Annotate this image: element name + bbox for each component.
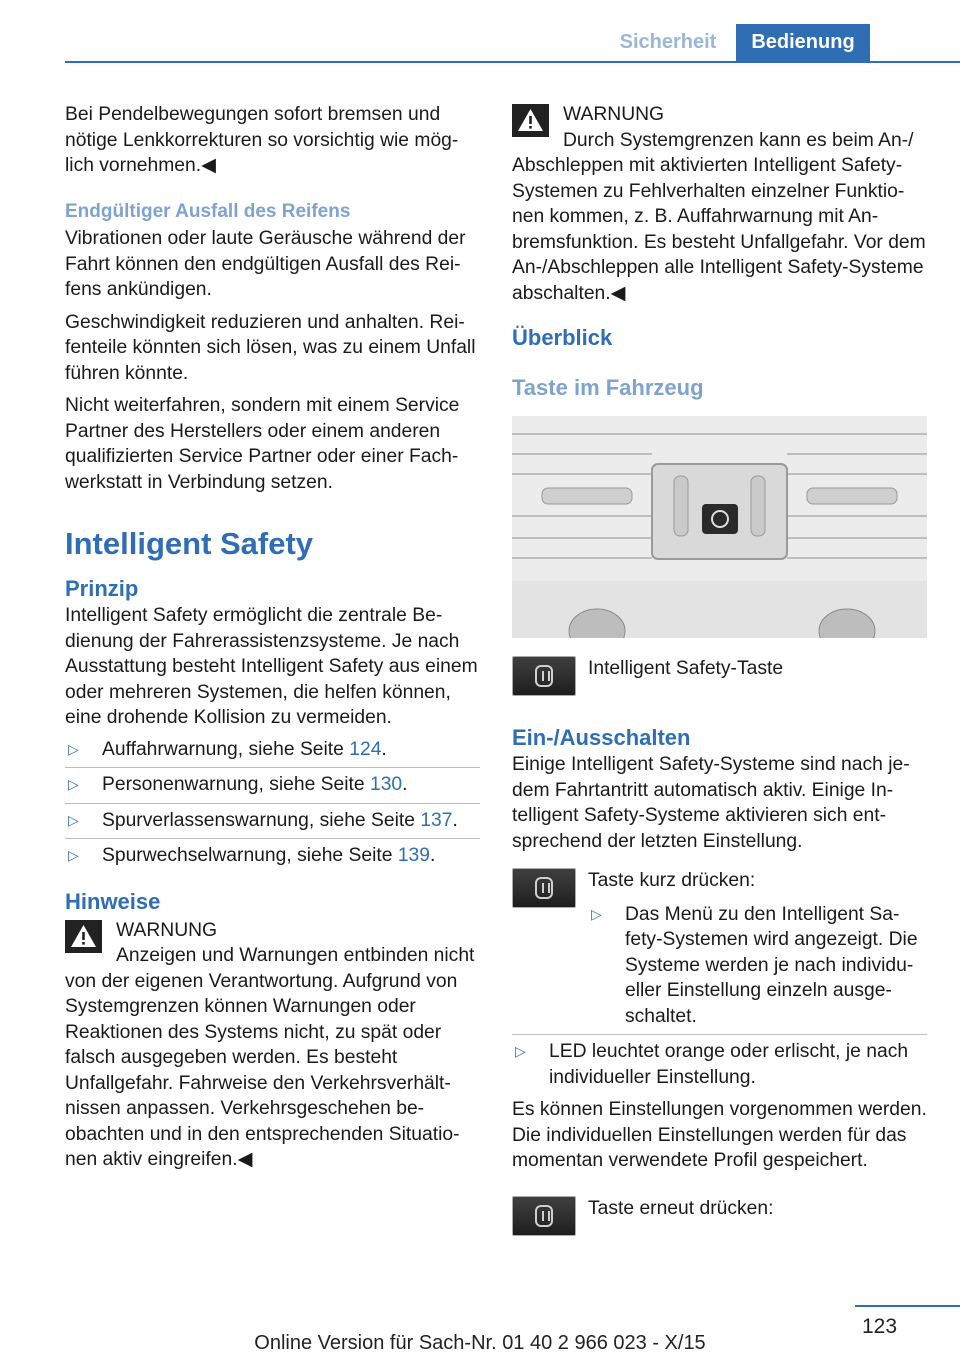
warning-text: Durch Systemgrenzen kann es beim An-/ Abschleppen mit aktivierten Intelligent Safety-Systemen zu Fehlverhalten einzelner Funktionen kommen, z. B. Auffahrwarnung mit Anbremsfunktion. Es besteht Unfallgefahr. Vor dem An-/Abschleppen alle Intelligent Safety-Systeme abschalten.◀ — [512, 129, 926, 304]
paragraph: Geschwindigkeit reduzieren und anhalten. Reifenteile könnten sich lösen, was zu einem Unfall führen könnte. — [65, 311, 476, 384]
taste-erneut-label: Taste erneut drücken: — [588, 1197, 774, 1219]
warning-title: WARNUNG — [563, 104, 665, 125]
list-item — [512, 1035, 927, 1095]
paragraph: Einige Intelligent Safety-Systeme sind nach jedem Fahrtantritt automatisch aktiv. Einige Intelligent Safety-Systeme aktivieren sich entsprechend der letzten Einstellung. — [512, 754, 910, 852]
page-link[interactable]: 130 — [369, 774, 403, 795]
online-version-footer: Online Version für Sach-Nr. 01 40 2 966 023 - X/15 — [254, 1332, 706, 1354]
heading-reifen: Endgültiger Ausfall des Reifens — [65, 200, 351, 222]
icon-caption: Intelligent Safety-Taste — [588, 658, 784, 679]
list-item: ▷ Auffahrwarnung, siehe Seite 124. — [65, 733, 480, 769]
triangle-bullet-icon: ▷ — [68, 847, 79, 863]
heading-ein-ausschalten: Ein-/Ausschalten — [512, 725, 691, 750]
list-item-text: Spurwechselwarnung, siehe Seite — [102, 845, 398, 866]
icon-caption-row — [512, 656, 927, 696]
taste-kurz-row — [512, 868, 927, 1034]
heading-taste-im-fahrzeug: Taste im Fahrzeug — [512, 375, 704, 400]
system-list — [65, 733, 480, 874]
triangle-bullet-icon: ▷ — [68, 776, 79, 792]
heading-hinweise: Hinweise — [65, 888, 161, 914]
list-item: ▷ Personenwarnung, siehe Seite 130. — [65, 768, 480, 804]
list-item-text: Das Menü zu den Intelligent Safety-Systemen wird angezeigt. Die Systeme werden je nach individueller Einstellung einzeln ausgeschaltet. — [625, 903, 918, 1027]
warning-text: Anzeigen und Warnungen entbinden nicht von der eigenen Verantwortung. Aufgrund von Systemgrenzen können Warnungen oder Reaktionen des Systems nicht, zu spät oder falsch ausgegeben werden. Es besteht Unfallgefahr. Fahrweise den Verkehrsverhältnissen anpassen. Verkehrsgeschehen beobachten und in den entsprechenden Situationen aktiv eingreifen.◀ — [65, 945, 475, 1170]
taste-kurz-label: Taste kurz drücken: — [588, 870, 756, 891]
paragraph: Vibrationen oder laute Geräusche während der Fahrt können den endgültigen Ausfall des Reifens ankündigen. — [65, 228, 466, 300]
paragraph: Bei Pendelbewegungen sofort bremsen und nötige Lenkkorrekturen so vorsichtig wie möglich vornehmen.◀ — [65, 104, 459, 176]
triangle-bullet-icon: ▷ — [68, 740, 79, 757]
list-item-text: Auffahrwarnung, siehe Seite — [102, 738, 350, 760]
paragraph: Intelligent Safety ermöglicht die zentrale Bedienung der Fahrerassistenzsysteme. Je nach Ausstattung besteht Intelligent Safety aus einem oder mehreren Systemen, die helfen können, eine drohende Kollision zu vermeiden. — [65, 605, 478, 728]
list-item — [588, 898, 927, 1035]
warning-title: WARNUNG — [116, 919, 218, 941]
warning-icon — [512, 104, 549, 137]
list-item-text: LED leuchtet orange oder erlischt, je nach individueller Einstellung. — [549, 1041, 909, 1088]
right-column — [512, 102, 927, 1236]
list-item-text: Spurverlassenswarnung, siehe Seite — [102, 809, 421, 831]
paragraph: Es können Einstellungen vorgenommen werden. Die individuellen Einstellungen werden für das momentan verwendete Profil gespeichert. — [512, 1099, 927, 1171]
dashboard-illustration — [512, 416, 927, 638]
page-link[interactable]: 137 — [420, 809, 453, 831]
heading-intelligent-safety: Intelligent Safety — [65, 526, 314, 561]
triangle-bullet-icon: ▷ — [591, 905, 602, 922]
heading-ueberblick: Überblick — [512, 325, 613, 350]
triangle-bullet-icon: ▷ — [68, 811, 79, 828]
intelligent-safety-button-icon — [512, 1196, 576, 1236]
triangle-bullet-icon: ▷ — [515, 1043, 526, 1059]
page-link[interactable]: 124 — [349, 738, 382, 760]
paragraph: Nicht weiterfahren, sondern mit einem Service Partner des Herstellers oder einem anderen qualifizierten Service Partner oder einer Fachwerkstatt in Verbindung setzen. — [65, 395, 460, 493]
page-link[interactable]: 139 — [397, 845, 430, 866]
footer-line — [855, 1305, 960, 1307]
list-item: ▷ Spurwechselwarnung, siehe Seite 139. — [65, 839, 480, 874]
tab-sicherheit[interactable]: Sicherheit — [619, 31, 717, 53]
tab-bedienung[interactable]: Bedienung — [736, 24, 870, 61]
left-column — [65, 102, 480, 1173]
warning-box — [65, 918, 480, 1173]
taste-erneut-row — [512, 1196, 927, 1236]
page-number: 123 — [862, 1315, 898, 1338]
list-item-text: Personenwarnung, siehe Seite — [102, 774, 370, 795]
warning-icon — [65, 920, 102, 953]
intelligent-safety-button-icon — [512, 868, 576, 908]
warning-box — [512, 102, 927, 306]
dashboard-photo — [512, 416, 927, 638]
taste-kurz-block — [576, 868, 927, 1034]
list-item: ▷ Spurverlassenswarnung, siehe Seite 137. — [65, 804, 480, 840]
heading-prinzip: Prinzip — [65, 576, 139, 601]
header-line — [65, 61, 960, 63]
intelligent-safety-button-icon — [512, 656, 576, 696]
